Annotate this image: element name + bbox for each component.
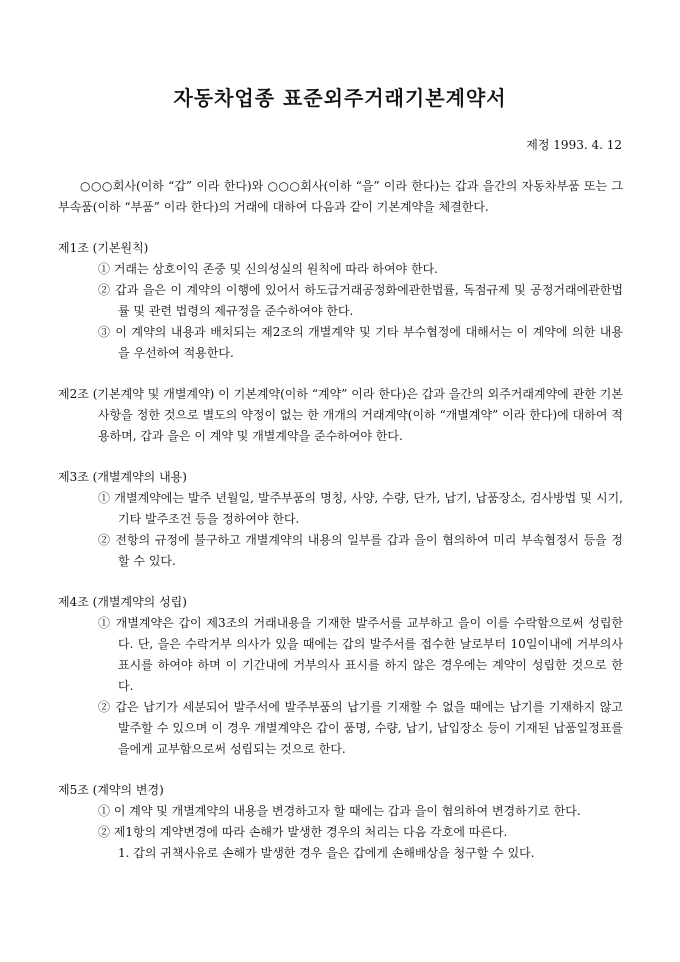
enactment-date: 제정 1993. 4. 12: [526, 138, 622, 152]
article-item: ① 개별계약은 갑이 제3조의 거래내용을 기재한 발주서를 교부하고 을이 이를 수락함으로써 성립한다. 단, 을은 수락거부 의사가 있을 때에는 갑의 발주서를 접수한 날로부터 10일이내에 거부의사 표시를 하여야 하며 이 기간내에 거부의사 표시를 하지 않은 경우에는 계약이 성립한 것으로 한다.: [98, 616, 623, 693]
article-title: 제5조 (계약의 변경): [58, 783, 164, 797]
article-item: ① 개별계약에는 발주 년월일, 발주부품의 명칭, 사양, 수량, 단가, 납기, 납품장소, 검사방법 및 시기, 기타 발주조건 등을 정하여야 한다.: [98, 491, 623, 526]
article-item: ① 거래는 상호이익 존중 및 신의성실의 원칙에 따라 하여야 한다.: [98, 262, 438, 276]
article-1: [58, 238, 623, 364]
document-body: [58, 176, 623, 884]
document-title: 자동차업종 표준외주거래기본계약서: [173, 86, 507, 110]
article-item: ② 전항의 규정에 불구하고 개별계약의 내용의 일부를 갑과 을이 협의하여 미리 부속협정서 등을 정할 수 있다.: [98, 533, 623, 568]
article-item: ① 이 계약 및 개별계약의 내용을 변경하고자 할 때에는 갑과 을이 협의하여 변경하기로 한다.: [98, 804, 581, 818]
intro-paragraph: ○○○회사(이하 “갑” 이라 한다)와 ○○○회사(이하 “을” 이라 한다)는 갑과 을간의 자동차부품 또는 그 부속품(이하 “부품” 이라 한다)의 거래에 대하여 다음과 같이 기본계약을 체결한다.: [58, 179, 623, 214]
article-item: ② 제1항의 계약변경에 따라 손해가 발생한 경우의 처리는 다음 각호에 따른다.: [98, 825, 508, 839]
article-4: [58, 592, 623, 760]
article-3: [58, 467, 623, 572]
article-item: ③ 이 계약의 내용과 배치되는 제2조의 개별계약 및 기타 부수협정에 대해서는 이 계약에 의한 내용을 우선하여 적용한다.: [98, 325, 623, 360]
article-5: [58, 780, 623, 864]
article-subitem: 1. 갑의 귀책사유로 손해가 발생한 경우 을은 갑에게 손해배상을 청구할 수 있다.: [118, 846, 535, 860]
article-title: 제1조 (기본원칙): [58, 241, 149, 255]
article-title: 제3조 (개별계약의 내용): [58, 470, 187, 484]
article-item: ② 갑은 납기가 세분되어 발주서에 발주부품의 납기를 기재할 수 없을 때에는 납기를 기재하지 않고 발주할 수 있으며 이 경우 개별계약은 갑이 품명, 수량, 납기, 납입장소 등이 기재된 납품일정표를 을에게 교부함으로써 성립되는 것으로 한다.: [98, 700, 623, 756]
article-title: 제4조 (개별계약의 성립): [58, 595, 187, 609]
article-2: [58, 384, 623, 447]
article-title: 제2조 (기본계약 및 개별계약) 이 기본계약(이하 “계약” 이라 한다)은 갑과 을간의 외주거래계약에 관한 기본사항을 정한 것으로 별도의 약정이 없는 한 개개의 거래계약(이하 “개별계약” 이라 한다)에 대하여 적용하며, 갑과 을은 이 계약 및 개별계약을 준수하여야 한다.: [58, 387, 623, 443]
article-item: ② 갑과 을은 이 계약의 이행에 있어서 하도급거래공정화에관한법률, 독점규제 및 공정거래에관한법률 및 관련 법령의 제규정을 준수하여야 한다.: [98, 283, 623, 318]
